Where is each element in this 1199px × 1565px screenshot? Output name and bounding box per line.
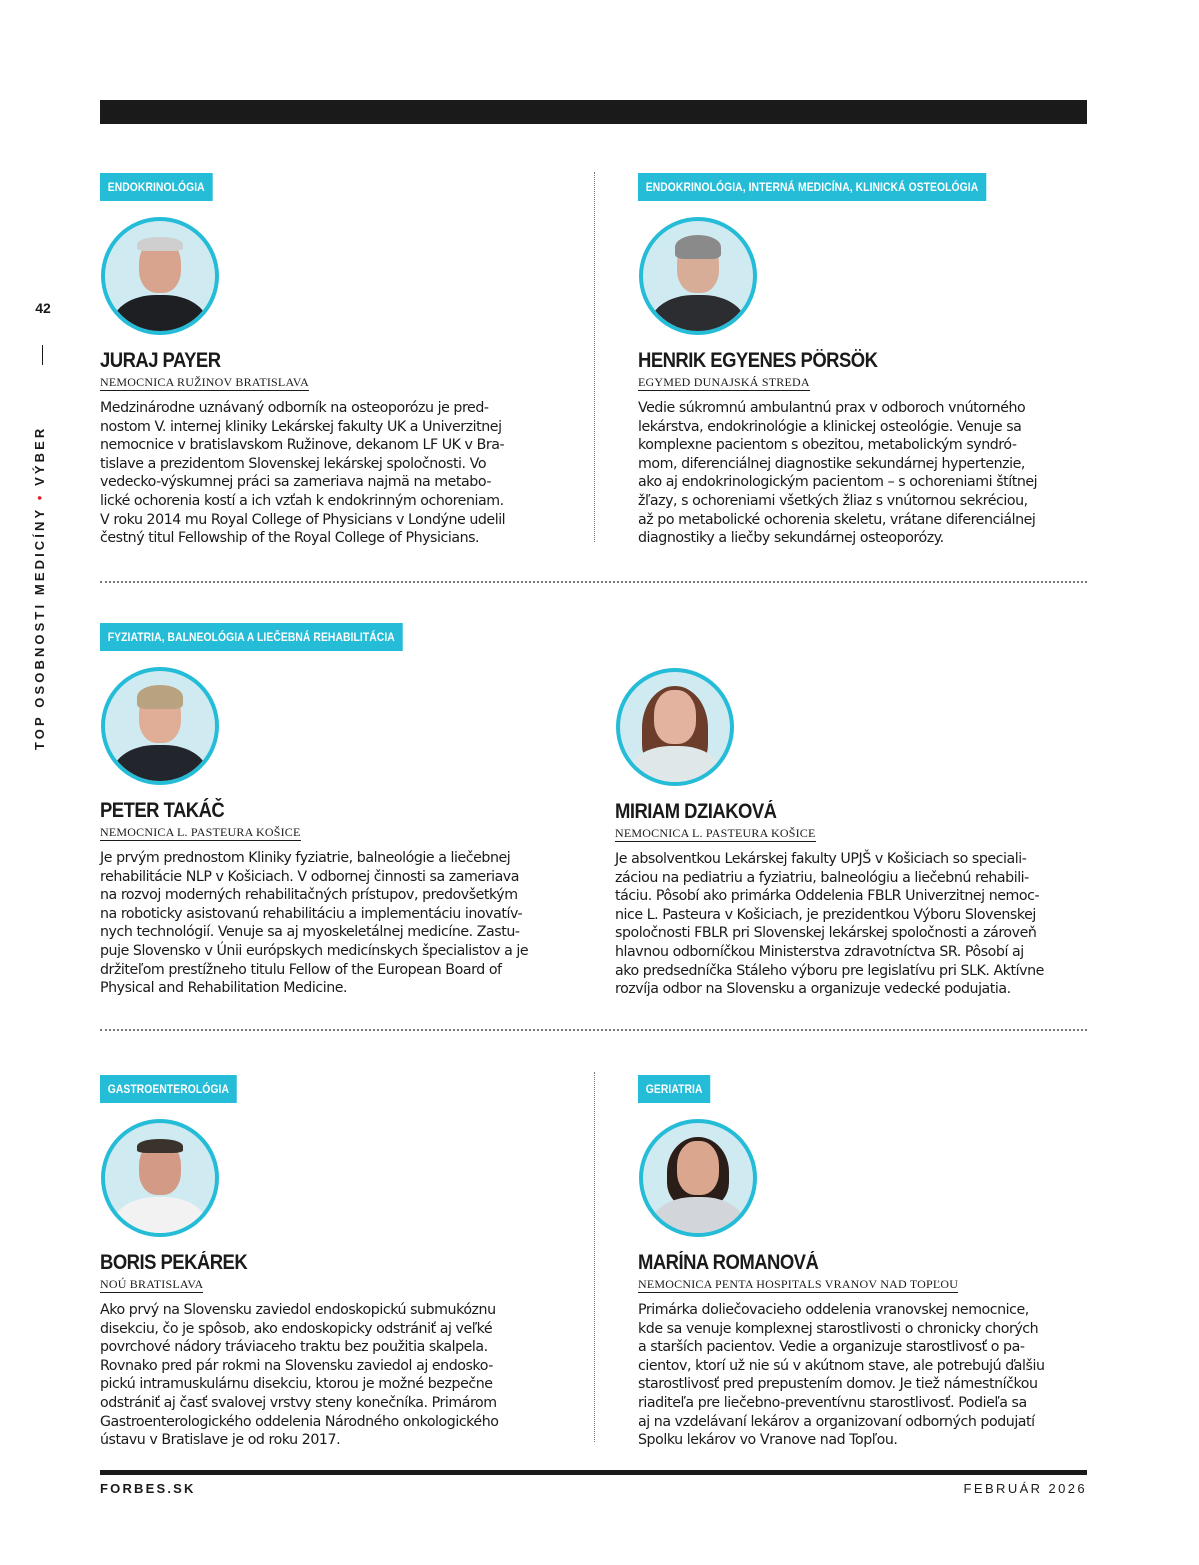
person-name: JURAJ PAYER: [100, 349, 221, 372]
portrait-body: [651, 295, 745, 335]
institution: EGYMED DUNAJSKÁ STREDA: [638, 375, 810, 389]
row-divider: [100, 1029, 1087, 1031]
bio-text: Je prvým prednostom Kliniky fyziatrie, balneológie a liečebnej rehabilitácie NLP v Košiciach. V odbornej činnosti sa zameriava na rozvoj moderných rehabilitačných prístupov, predovšetkým na roboticky asistovanú rehabilitáciu a implementáciu inovatív- nych technológií. Venuje sa aj myoskeletálnej medicíne. Zastu- puje Slovensko v Únii európskych medicínskych špecialistov a je držiteľom prestížneho titulu Fellow of the European Board of Physical and Rehabilitation Medicine.: [100, 850, 529, 997]
portrait-photo: [101, 217, 219, 335]
category-tag: GASTROENTEROLÓGIA: [100, 1075, 237, 1103]
category-tag: GERIATRIA: [638, 1075, 710, 1103]
portrait-head: [654, 690, 696, 744]
section-separator: •: [32, 492, 47, 501]
column-divider: [594, 172, 595, 542]
side-label: [33, 300, 53, 760]
footer-brand: FORBES.SK: [100, 1481, 196, 1496]
portrait-photo: [101, 1119, 219, 1237]
profile-card: [100, 623, 560, 998]
person-name: PETER TAKÁČ: [100, 799, 225, 822]
profile-card: [615, 623, 1075, 999]
person-name: MARÍNA ROMANOVÁ: [638, 1251, 819, 1274]
portrait-head: [677, 1141, 719, 1195]
section-label-part2: VÝBER: [32, 425, 47, 486]
portrait-hair: [137, 685, 183, 709]
portrait-body: [113, 745, 207, 785]
portrait-body: [113, 1197, 207, 1237]
portrait-body: [628, 746, 722, 786]
category-tag: FYZIATRIA, BALNEOLÓGIA A LIEČEBNÁ REHABILITÁCIA: [100, 623, 403, 651]
category-spacer: [615, 623, 1075, 652]
row-divider: [100, 581, 1087, 583]
portrait-photo: [101, 667, 219, 785]
column-divider: [594, 1072, 595, 1442]
profile-card: [638, 1075, 1098, 1450]
category-tag: ENDOKRINOLÓGIA, INTERNÁ MEDICÍNA, KLINICKÁ OSTEOLÓGIA: [638, 173, 986, 201]
top-bar: [100, 100, 1087, 124]
page-number: 42: [35, 300, 51, 316]
institution: NEMOCNICA PENTA HOSPITALS VRANOV NAD TOPĽOU: [638, 1277, 959, 1291]
profile-card: [100, 1075, 560, 1450]
institution: NEMOCNICA L. PASTEURA KOŠICE: [100, 825, 301, 839]
person-name: HENRIK EGYENES PÖRSÖK: [638, 349, 878, 372]
portrait-body: [651, 1197, 745, 1237]
footer-issue-date: FEBRUÁR 2026: [963, 1481, 1087, 1496]
profile-card: [638, 173, 1098, 548]
portrait-body: [113, 295, 207, 335]
portrait-photo: [639, 1119, 757, 1237]
section-label: [32, 426, 47, 750]
bottom-bar: [100, 1470, 1087, 1475]
bio-text: Vedie súkromnú ambulantnú prax v odboroch vnútorného lekárstva, endokrinológie a klinickej osteológie. Venuje sa komplexne pacientom s obezitou, metabolickým syndró- mom, diferenciálnej diagnostike sekundárnej hypertenzie, ako aj endokrinologickým pacientom – s ochoreniami štítnej žľazy, s ochoreniami všetkých žliaz s vnútornou sekréciou, až po metabolické ochorenia skeletu, vrátane diferenciálnej diagnostiky a liečby sekundárnej osteoporózy.: [638, 400, 1038, 547]
bio-text: Primárka doliečovacieho oddelenia vranovskej nemocnice, kde sa venuje komplexnej starostlivosti o chronicky chorých a starších pacientov. Vedie a organizuje starostlivosť o pa- cientov, ktorí už nie sú v akútnom stave, ale potrebujú ďalšiu starostlivosť pred prepustením domov. Je tiež námestníčkou riaditeľa pre liečebno-preventívnu starostlivosť. Podieľa sa aj na vzdelávaní lekárov a organizovaní odborných podujatí Spolku lekárov vo Vranove nad Topľou.: [638, 1302, 1045, 1449]
portrait-hair: [675, 235, 721, 259]
bio-text: Je absolventkou Lekárskej fakulty UPJŠ v Košiciach so speciali- záciou na pediatriu a fyziatriu, balneológiu a liečebnú rehabili- táciu. Pôsobí ako primárka Oddelenia FBLR Univerzitnej nemoc- nice L. Pasteura v Košiciach, je prezidentkou Výboru Slovenskej spoločnosti FBLR pri Slovenskej lekárskej spoločnosti a zároveň hlavnou odborníčkou Ministerstva zdravotníctva SR. Pôsobí aj ako predsedníčka Stáleho výboru pre legislatívu pri SLK. Aktívne rozvíja odbor na Slovensku a organizuje vedecké podujatia.: [615, 851, 1044, 998]
portrait-hair: [137, 1139, 183, 1153]
portrait-hair: [137, 237, 183, 251]
bio-text: Medzinárodne uznávaný odborník na osteoporózu je pred- nostom V. internej kliniky Lekárskej fakulty UK a Univerzitnej nemocnice v bratislavskom Ružinove, dekanom LF UK v Bra- tislave a prezidentom Slovenskej lekárskej spoločnosti. Vo vedecko-výskumnej práci sa zameriava najmä na metabo- lické ochorenia kostí a ich vzťah k endokrinným ochoreniam. V roku 2014 mu Royal College of Physicians v Londýne udelil čestný titul Fellowship of the Royal College of Physicians.: [100, 400, 506, 547]
section-label-part1: TOP OSOBNOSTI MEDICÍNY: [32, 506, 47, 750]
institution: NOÚ BRATISLAVA: [100, 1277, 204, 1291]
institution: NEMOCNICA L. PASTEURA KOŠICE: [615, 826, 816, 840]
category-tag: ENDOKRINOLÓGIA: [100, 173, 212, 201]
person-name: MIRIAM DZIAKOVÁ: [615, 800, 777, 823]
bio-text: Ako prvý na Slovensku zaviedol endoskopickú submukóznu disekciu, čo je spôsob, ako endoskopicky odstrániť aj veľké povrchové nádory tráviaceho traktu bez použitia skalpela. Rovnako pred pár rokmi na Slovensku zaviedol aj endosko- pickú intramuskulárnu disekciu, ktorou je možné bezpečne odstrániť aj časť svalovej vrstvy steny konečníka. Primárom Gastroenterologického oddelenia Národného onkologického ústavu v Bratislave je od roku 2017.: [100, 1302, 499, 1449]
person-name: BORIS PEKÁREK: [100, 1251, 248, 1274]
side-rule: [42, 345, 43, 365]
profile-card: [100, 173, 560, 548]
institution: NEMOCNICA RUŽINOV BRATISLAVA: [100, 375, 309, 389]
portrait-photo: [639, 217, 757, 335]
portrait-photo: [616, 668, 734, 786]
